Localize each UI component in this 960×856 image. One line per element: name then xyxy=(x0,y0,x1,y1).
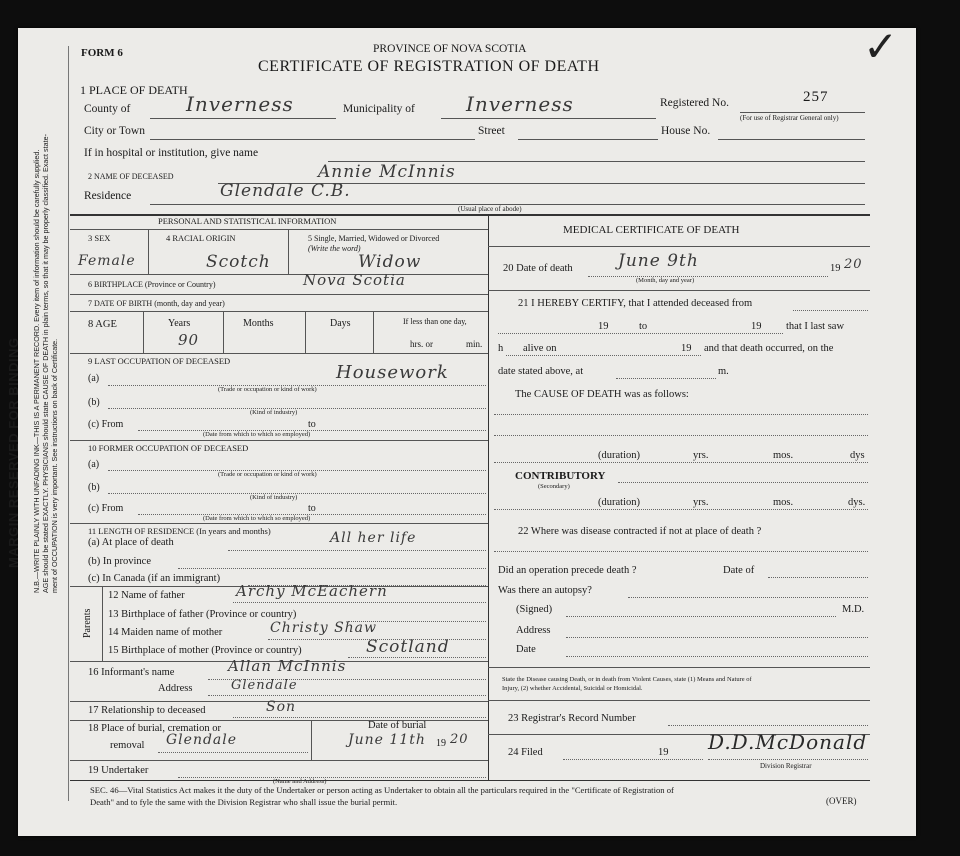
registrar-note: (For use of Registrar General only) xyxy=(740,114,839,122)
medical-heading: MEDICAL CERTIFICATE OF DEATH xyxy=(563,224,740,236)
county-label: County of xyxy=(84,103,131,115)
dys2-label: dys. xyxy=(848,497,866,508)
mother-birth-label: 15 Birthplace of mother (Province or country) xyxy=(108,645,302,656)
undertaker-note: (Name and Address) xyxy=(273,778,327,785)
age-years-value: 90 xyxy=(178,331,200,349)
violent-causes-note: State the Disease causing Death, or in death from Violent Causes, state (1) Means and Nature of Injury, (2) whether Accidental, Suicidal or Homicidal. xyxy=(502,676,752,692)
age-label: 8 AGE xyxy=(88,319,117,330)
operation-date-label: Date of xyxy=(723,565,755,576)
mos2-label: mos. xyxy=(773,497,794,508)
former-occ-b: (b) xyxy=(88,482,100,493)
mother-label: 14 Maiden name of mother xyxy=(108,627,223,638)
city-label: City or Town xyxy=(84,125,145,137)
division-registrar-note: Division Registrar xyxy=(760,762,812,770)
certify-death-occurred: and that death occurred, on the xyxy=(704,343,834,354)
last-occ-a-note: (Trade or occupation or kind of work) xyxy=(218,386,317,393)
years-label: Years xyxy=(168,318,191,329)
residence-value: Glendale C.B. xyxy=(220,181,351,201)
dys1-label: dys xyxy=(850,450,865,461)
last-occ-b: (b) xyxy=(88,397,100,408)
former-occ-a-note: (Trade or occupation or kind of work) xyxy=(218,471,317,478)
last-occ-c-note: (Date from which to which so employed) xyxy=(203,431,311,438)
signed-label: (Signed) xyxy=(516,604,553,615)
burial-place-value: Glendale xyxy=(166,732,238,748)
date-of-death-value: June 9th xyxy=(618,251,699,271)
last-occ-a-value: Housework xyxy=(336,362,449,383)
dob-label: 7 DATE OF BIRTH (month, day and year) xyxy=(88,299,225,308)
birthplace-value: Nova Scotia xyxy=(303,271,406,289)
certify-date-stated: date stated above, at xyxy=(498,366,584,377)
birthplace-label: 6 BIRTHPLACE (Province or Country) xyxy=(88,280,216,289)
sex-label: 3 SEX xyxy=(88,233,111,243)
medical-address-label: Address xyxy=(516,625,551,636)
name-of-deceased-value: Annie McInnis xyxy=(318,162,456,182)
certify-19b: 19 xyxy=(751,321,762,332)
abode-note: (Usual place of abode) xyxy=(458,205,522,213)
undertaker-label: 19 Undertaker xyxy=(88,765,149,776)
medical-date-label: Date xyxy=(516,644,536,655)
former-occ-b-note: (Kind of industry) xyxy=(250,494,298,501)
secondary-note: (Secondary) xyxy=(538,483,570,490)
former-occ-c-note: (Date from which to which so employed) xyxy=(203,515,311,522)
filed-19: 19 xyxy=(658,747,669,758)
relationship-value: Son xyxy=(266,699,297,715)
certify-line: 21 I HEREBY CERTIFY, that I attended deceased from xyxy=(518,298,753,309)
personal-heading: PERSONAL AND STATISTICAL INFORMATION xyxy=(158,216,337,226)
former-occupation-heading: 10 FORMER OCCUPATION OF DECEASED xyxy=(88,443,249,453)
registrar-record-label: 23 Registrar's Record Number xyxy=(508,713,636,724)
residence-label: Residence xyxy=(84,190,132,202)
province-heading: PROVINCE OF NOVA SCOTIA xyxy=(373,43,527,55)
duration2-label: (duration) xyxy=(598,497,640,508)
filed-label: 24 Filed xyxy=(508,747,543,758)
burial-date-value: June 11th xyxy=(348,732,426,748)
registrar-signature: D.D.McDonald xyxy=(708,730,868,754)
county-value: Inverness xyxy=(186,92,294,116)
registered-no-label: Registered No. xyxy=(660,97,729,109)
footer-sec46: SEC. 46—Vital Statistics Act makes it the duty of the Undertaker or person acting as Undertaker to obtain all the particulars required in the "Certificate of Registration of Death" and to fyle the same with the Division Registrar who shall issue the burial permit. xyxy=(90,785,674,807)
autopsy-label: Was there an autopsy? xyxy=(498,585,592,596)
registered-no-value: 257 xyxy=(803,89,829,105)
informant-address-label: Address xyxy=(158,683,193,694)
informant-label: 16 Informant's name xyxy=(88,667,175,678)
certify-alive-on: alive on xyxy=(523,343,557,354)
duration1-label: (duration) xyxy=(598,450,640,461)
residence-b: (b) In province xyxy=(88,556,151,567)
months-label: Months xyxy=(243,318,274,329)
death-year-value: 20 xyxy=(844,257,863,272)
street-label: Street xyxy=(478,125,505,137)
burial-year-value: 20 xyxy=(450,732,469,747)
relationship-label: 17 Relationship to deceased xyxy=(88,705,206,716)
certify-h: h xyxy=(498,343,504,354)
racial-label: 4 RACIAL ORIGIN xyxy=(166,233,236,243)
certify-to: to xyxy=(639,321,648,332)
former-occ-c: (c) From xyxy=(88,503,124,514)
hospital-label: If in hospital or institution, give name xyxy=(84,147,259,159)
informant-value: Allan McInnis xyxy=(228,657,347,675)
parents-side-label: Parents xyxy=(82,608,93,638)
father-value: Archy McEachern xyxy=(236,582,388,600)
residence-length-heading: 11 LENGTH OF RESIDENCE (In years and months) xyxy=(88,526,271,536)
municipality-value: Inverness xyxy=(466,92,574,116)
certify-m: m. xyxy=(718,366,729,377)
certify-saw: that I last saw xyxy=(786,321,845,332)
hrs-label: hrs. or xyxy=(410,339,433,349)
date-of-death-note: (Month, day and year) xyxy=(636,277,695,284)
yrs2-label: yrs. xyxy=(693,497,709,508)
cause-label: The CAUSE OF DEATH was as follows: xyxy=(515,389,689,400)
sex-value: Female xyxy=(78,253,136,269)
former-occ-a: (a) xyxy=(88,459,100,470)
former-occ-to: to xyxy=(308,503,316,514)
house-no-label: House No. xyxy=(661,125,711,137)
marital-label: 5 Single, Married, Widowed or Divorced (Write the word) xyxy=(308,234,440,253)
marital-value: Widow xyxy=(358,252,422,272)
burial-year-prefix: 19 xyxy=(436,738,446,749)
date-of-death-label: 20 Date of death xyxy=(503,263,573,274)
father-label: 12 Name of father xyxy=(108,590,185,601)
days-label: Days xyxy=(330,318,351,329)
mother-value: Christy Shaw xyxy=(270,620,378,636)
less-than-day: If less than one day, xyxy=(403,317,467,326)
name-of-deceased-label: 2 NAME OF DECEASED xyxy=(88,172,174,181)
residence-a-value: All her life xyxy=(330,530,417,546)
death-certificate xyxy=(6,22,916,836)
binding-margin-label: MARGIN RESERVED FOR BINDING xyxy=(6,337,21,568)
burial-removal-label: removal xyxy=(110,740,145,751)
last-occ-to: to xyxy=(308,419,316,430)
certificate-title: CERTIFICATE OF REGISTRATION OF DEATH xyxy=(258,58,600,75)
last-occ-b-note: (Kind of industry) xyxy=(250,409,298,416)
last-occupation-heading: 9 LAST OCCUPATION OF DECEASED xyxy=(88,356,231,366)
racial-value: Scotch xyxy=(206,252,271,272)
burial-date-label: Date of burial xyxy=(368,720,427,731)
residence-c: (c) In Canada (if an immigrant) xyxy=(88,573,221,584)
contributory-label: CONTRIBUTORY xyxy=(515,470,606,482)
certify-alive-19: 19 xyxy=(681,343,692,354)
last-occ-c: (c) From xyxy=(88,419,124,430)
residence-a: (a) At place of death xyxy=(88,537,174,548)
mos1-label: mos. xyxy=(773,450,794,461)
footer-over: (OVER) xyxy=(826,796,857,806)
yrs1-label: yrs. xyxy=(693,450,709,461)
father-birth-label: 13 Birthplace of father (Province or country) xyxy=(108,609,297,620)
municipality-label: Municipality of xyxy=(343,103,415,115)
burial-place-label: 18 Place of burial, cremation or xyxy=(88,723,221,734)
informant-address-value: Glendale xyxy=(231,678,298,693)
min-label: min. xyxy=(466,339,483,349)
place-of-death-heading: 1 PLACE OF DEATH xyxy=(80,83,188,97)
margin-instructions: N.B.—WRITE PLAINLY WITH UNFADING INK—THIS IS A PERMANENT RECORD. Every item of information should be carefully supplied. AGE should be stated EXACTLY. PHYSICIANS should state CAUSE OF DEATH in plain terms, so that it may be properly classified. Exact state- ment of OCCUPATION is very important. See instructions on back of Certificate. xyxy=(32,134,59,593)
last-occ-a: (a) xyxy=(88,373,100,384)
certify-19a: 19 xyxy=(598,321,609,332)
check-mark: ✓ xyxy=(863,22,899,71)
operation-label: Did an operation precede death ? xyxy=(498,565,637,576)
form-number: FORM 6 xyxy=(81,47,123,59)
death-year-prefix: 19 xyxy=(830,263,841,274)
mother-birth-value: Scotland xyxy=(366,637,450,657)
md-label: M.D. xyxy=(842,604,865,615)
contracted-label: 22 Where was disease contracted if not at place of death ? xyxy=(518,526,762,537)
